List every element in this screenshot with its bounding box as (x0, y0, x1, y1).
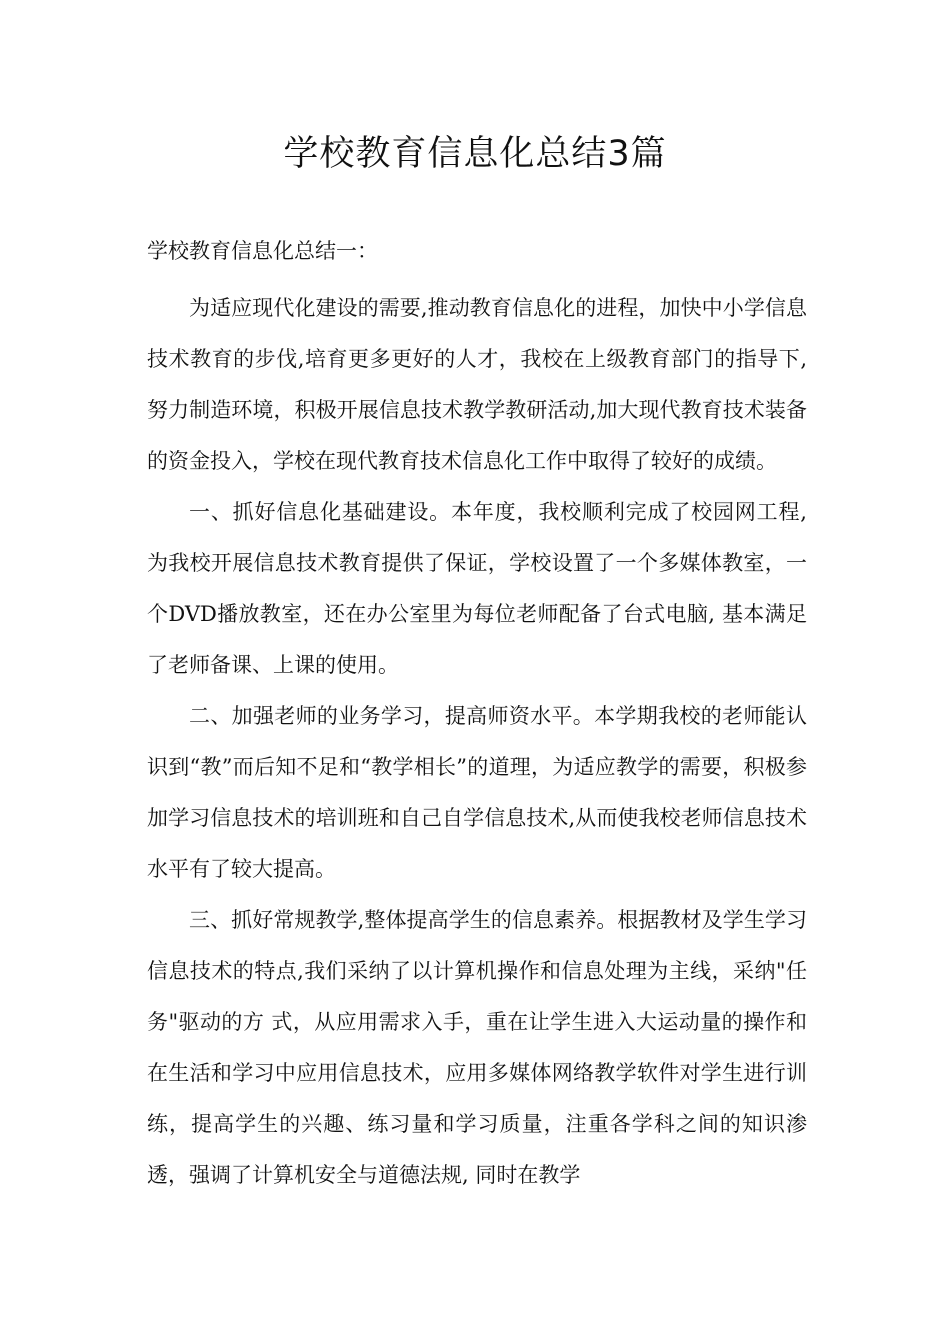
paragraph-infrastructure: 一、抓好信息化基础建设。本年度，我校顺利完成了校园网工程, 为我校开展信息技术教育提供了保证，学校设置了一个多媒体教室，一个DVD播放教室，还在办公室里为每位老师配备了台式电脑, 基本满足了老师备课、上课的使用。 (147, 500, 807, 677)
section-heading: 学校教育信息化总结一： (147, 239, 378, 263)
paragraph-intro: 为适应现代化建设的需要,推动教育信息化的进程，加快中小学信息技术教育的步伐,培育更多更好的人才，我校在上级教育部门的指导下, 努力制造环境，积极开展信息技术教学教研活动,加大现代教育技术装备的资金投入，学校在现代教育技术信息化工作中取得了较好的成绩。 (147, 296, 807, 473)
document-title: 学校教育信息化总结3篇 (283, 134, 667, 174)
paragraph-routine-teaching: 三、抓好常规教学,整体提高学生的信息素养。根据教材及学生学习信息技术的特点,我们采纳了以计算机操作和信息处理为主线，采纳"任务"驱动的方 式，从应用需求入手，重在让学生进入大运动量的操作和在生活和学习中应用信息技术，应用多媒体网络教学软件对学生进行训练，提高学生的兴趣、练习量和学习质量，注重各学科之间的知识渗透，强调了计算机安全与道德法规, 同时在教学 (147, 908, 807, 1187)
document-body (147, 283, 807, 1201)
paragraph-teacher-training: 二、加强老师的业务学习，提高师资水平。本学期我校的老师能认识到“教”而后知不足和“教学相长”的道理，为适应教学的需要，积极参加学习信息技术的培训班和自己自学信息技术,从而使我校老师信息技术水平有了较大提高。 (147, 704, 807, 881)
